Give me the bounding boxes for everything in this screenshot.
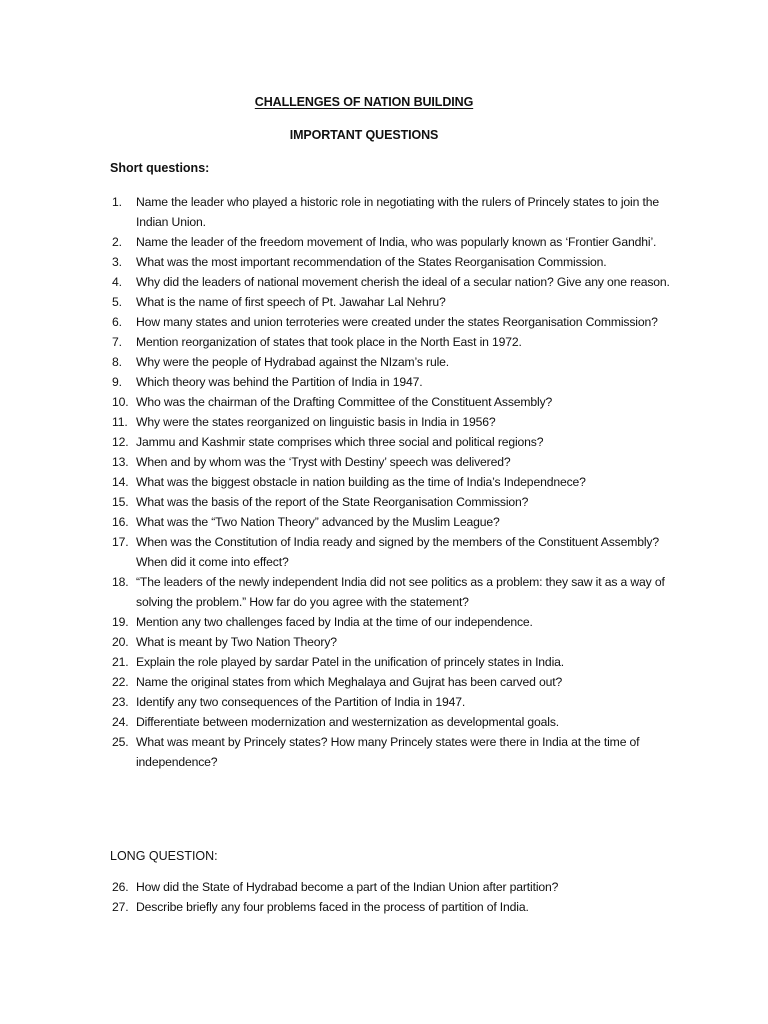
question-text: Why did the leaders of national movement cherish the ideal of a secular nation? Give any one reason. <box>136 275 670 289</box>
question-number: 9. <box>112 375 122 389</box>
short-questions-heading: Short questions: <box>110 161 210 175</box>
question-number: 13. <box>112 455 129 469</box>
question-text: Name the original states from which Meghalaya and Gujrat has been carved out? <box>136 675 563 689</box>
question-number: 5. <box>112 295 122 309</box>
question-number: 2. <box>112 235 122 249</box>
question-text: Why were the people of Hydrabad against the NIzam’s rule. <box>136 355 450 369</box>
question-number: 17. <box>112 535 129 549</box>
question-item <box>0 732 768 772</box>
question-item <box>0 332 768 352</box>
question-number: 19. <box>112 615 129 629</box>
question-number: 6. <box>112 315 122 329</box>
question-number: 10. <box>112 395 129 409</box>
question-number: 11. <box>112 415 128 429</box>
question-item <box>0 452 768 472</box>
question-number: 25. <box>112 735 129 749</box>
question-text: What was the biggest obstacle in nation building as the time of India’s Independnece? <box>136 475 586 489</box>
question-item <box>0 292 768 312</box>
question-item <box>0 412 768 432</box>
question-text: Why were the states reorganized on linguistic basis in India in 1956? <box>136 415 496 429</box>
question-text: Who was the chairman of the Drafting Committee of the Constituent Assembly? <box>136 395 553 409</box>
question-item <box>0 897 768 917</box>
question-number: 22. <box>112 675 129 689</box>
question-text: Explain the role played by sardar Patel in the unification of princely states in India. <box>136 655 564 669</box>
question-text: Mention reorganization of states that took place in the North East in 1972. <box>136 335 522 349</box>
question-number: 15. <box>112 495 129 509</box>
question-item <box>0 512 768 532</box>
question-item <box>0 392 768 412</box>
question-number: 23. <box>112 695 129 709</box>
question-text: How many states and union terroteries were created under the states Reorganisation Commission? <box>136 315 658 329</box>
question-item <box>0 312 768 332</box>
question-number: 14. <box>112 475 129 489</box>
question-number: 12. <box>112 435 129 449</box>
document-title: CHALLENGES OF NATION BUILDING <box>254 95 474 109</box>
question-number: 24. <box>112 715 129 729</box>
question-item <box>0 652 768 672</box>
question-text: “The leaders of the newly independent India did not see politics as a problem: they saw it as a way of solving the problem.” How far do you agree with the statement? <box>136 575 665 609</box>
question-number: 1. <box>112 195 122 209</box>
question-item <box>0 572 768 612</box>
question-text: Which theory was behind the Partition of India in 1947. <box>136 375 423 389</box>
question-item <box>0 692 768 712</box>
question-text: What is the name of first speech of Pt. Jawahar Lal Nehru? <box>136 295 446 309</box>
question-item <box>0 192 768 232</box>
question-item <box>0 352 768 372</box>
question-number: 4. <box>112 275 122 289</box>
question-text: What was the basis of the report of the State Reorganisation Commission? <box>136 495 529 509</box>
question-item <box>0 472 768 492</box>
question-number: 27. <box>112 900 129 914</box>
question-item <box>0 632 768 652</box>
question-text: Describe briefly any four problems faced in the process of partition of India. <box>136 900 529 914</box>
question-text: When and by whom was the ‘Tryst with Destiny’ speech was delivered? <box>136 455 511 469</box>
question-text: When was the Constitution of India ready and signed by the members of the Constituent Assembly? When did it come into effect? <box>136 535 659 569</box>
question-item <box>0 612 768 632</box>
question-number: 16. <box>112 515 129 529</box>
question-text: What was the “Two Nation Theory” advanced by the Muslim League? <box>136 515 500 529</box>
question-item <box>0 232 768 252</box>
question-item <box>0 492 768 512</box>
question-text: Name the leader who played a historic role in negotiating with the rulers of Princely states to join the Indian Union. <box>136 195 659 229</box>
question-item <box>0 252 768 272</box>
question-item <box>0 432 768 452</box>
question-item <box>0 877 768 897</box>
question-text: How did the State of Hydrabad become a part of the Indian Union after partition? <box>136 880 559 894</box>
question-text: Jammu and Kashmir state comprises which three social and political regions? <box>136 435 544 449</box>
question-item <box>0 532 768 572</box>
long-questions-heading: LONG QUESTION: <box>110 849 218 863</box>
question-number: 26. <box>112 880 129 894</box>
question-text: Name the leader of the freedom movement of India, who was popularly known as ‘Frontier Gandhi’. <box>136 235 657 249</box>
long-questions-list <box>0 877 768 917</box>
question-text: What was the most important recommendation of the States Reorganisation Commission. <box>136 255 607 269</box>
short-questions-list <box>0 192 768 772</box>
question-text: What is meant by Two Nation Theory? <box>136 635 337 649</box>
question-item <box>0 672 768 692</box>
question-text: Mention any two challenges faced by India at the time of our independence. <box>136 615 533 629</box>
question-text: Differentiate between modernization and westernization as developmental goals. <box>136 715 560 729</box>
question-item <box>0 372 768 392</box>
question-text: What was meant by Princely states? How many Princely states were there in India at the time of independence? <box>136 735 640 769</box>
question-item <box>0 712 768 732</box>
question-item <box>0 272 768 292</box>
question-number: 7. <box>112 335 122 349</box>
question-number: 20. <box>112 635 129 649</box>
question-number: 21. <box>112 655 129 669</box>
question-number: 8. <box>112 355 122 369</box>
question-number: 3. <box>112 255 122 269</box>
question-number: 18. <box>112 575 129 589</box>
document-subtitle: IMPORTANT QUESTIONS <box>289 128 439 142</box>
question-text: Identify any two consequences of the Partition of India in 1947. <box>136 695 466 709</box>
